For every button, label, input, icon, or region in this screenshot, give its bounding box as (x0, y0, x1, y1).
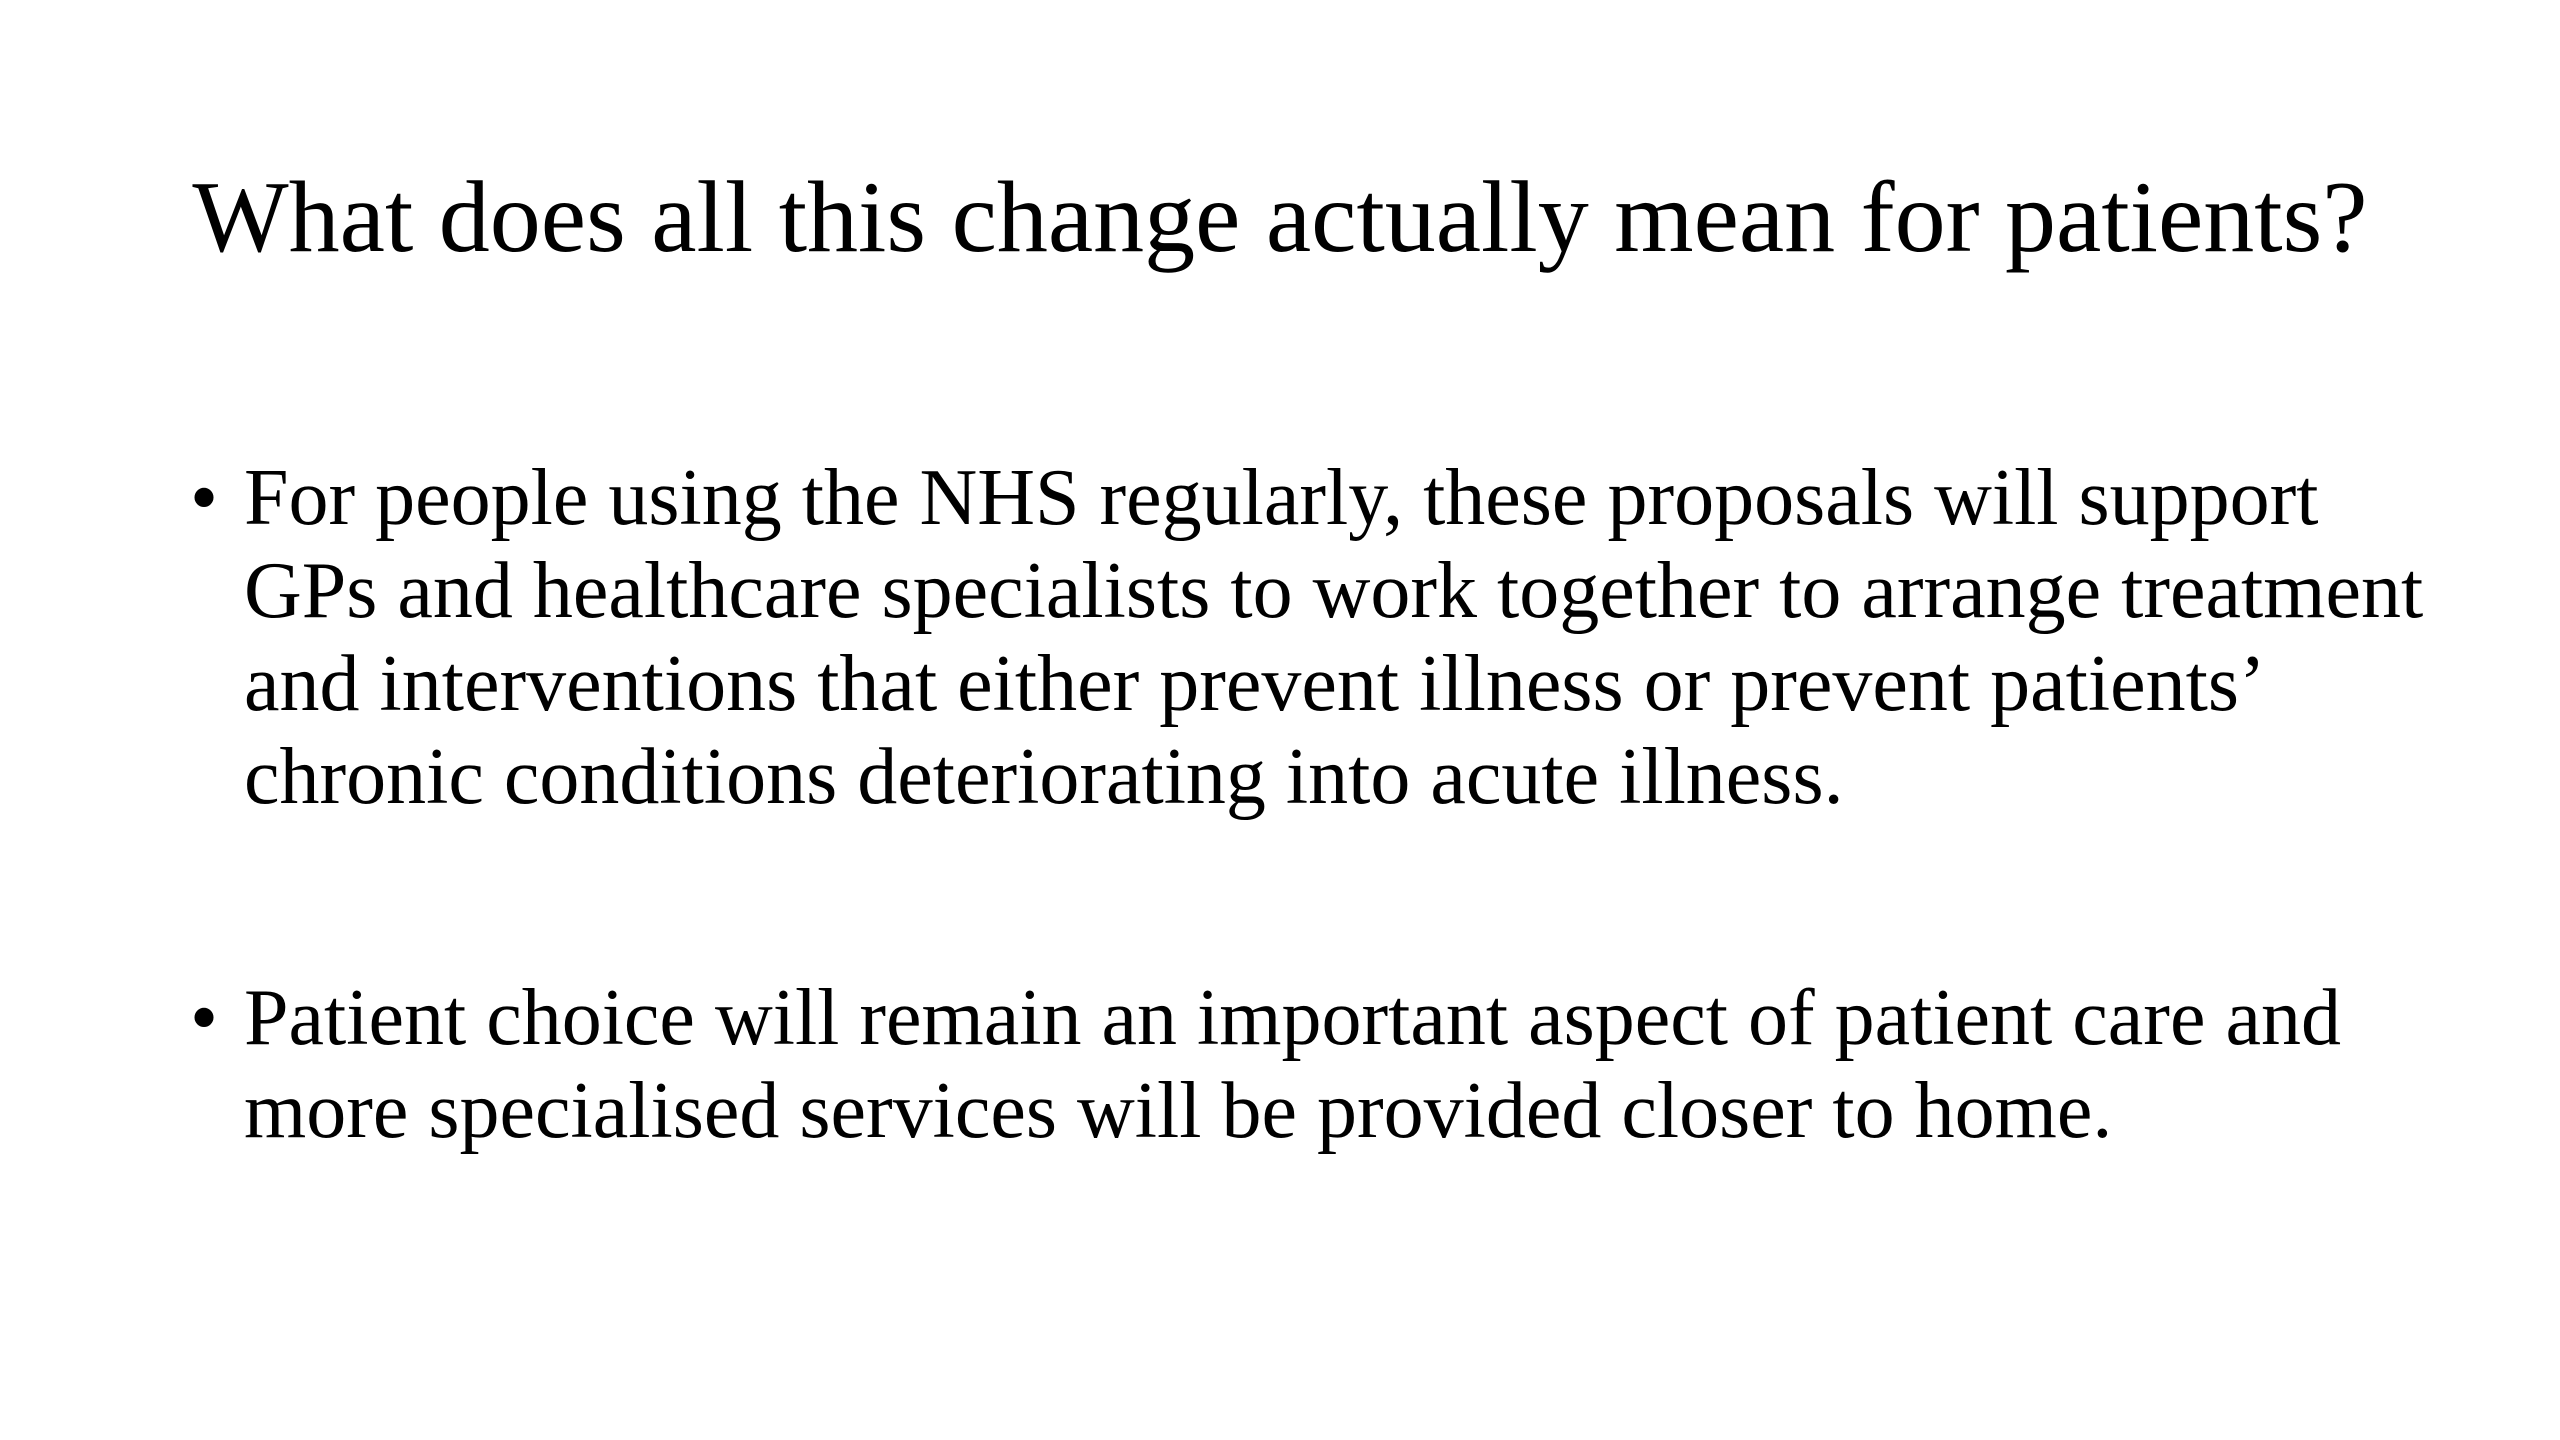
bullet-item (190, 972, 2430, 1158)
bullet-text: For people using the NHS regularly, these proposals will support GPs and healthcare specialists to work together to arrange treatment and interventions that either prevent illness or prevent patients’ chronic conditions deteriorating into acute illness. (244, 454, 2424, 821)
bullet-text: Patient choice will remain an important aspect of patient care and more specialised services will be provided closer to home. (244, 974, 2341, 1155)
bullet-marker: • (190, 454, 219, 542)
bullet-list (190, 452, 2430, 1158)
slide-title: What does all this change actually mean for patients? (192, 161, 2368, 274)
bullet-marker: • (190, 974, 219, 1062)
bullet-item (190, 452, 2430, 824)
